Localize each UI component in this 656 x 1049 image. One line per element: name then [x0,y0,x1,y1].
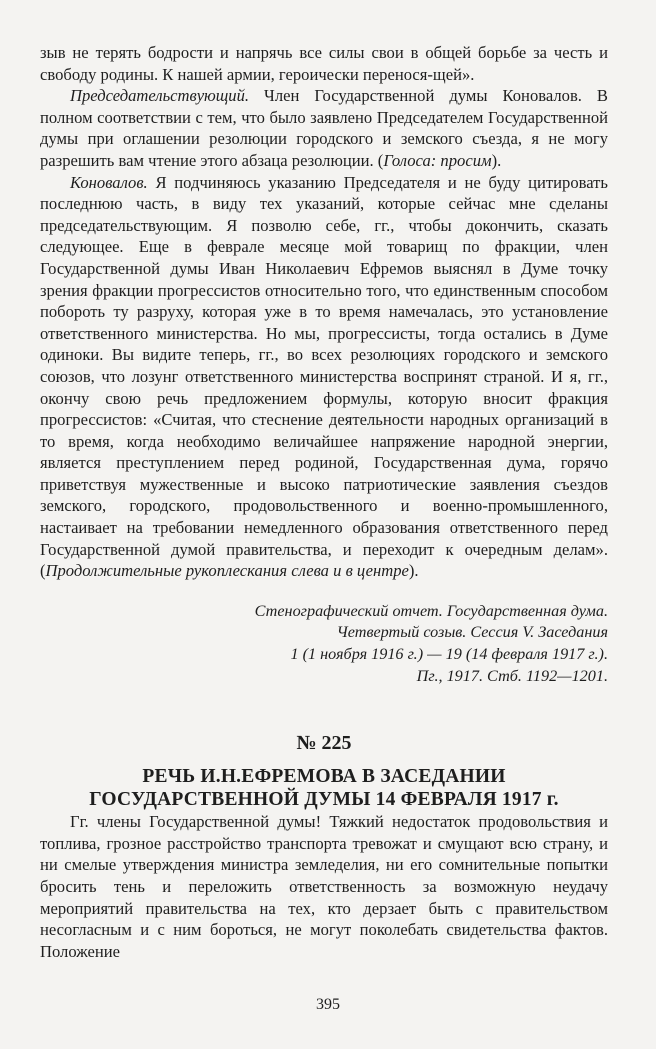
page-number: 395 [316,996,340,1013]
source-line: Четвертый созыв. Сессия V. Заседания [336,623,608,642]
document-title [40,765,608,811]
paragraph-text: зыв не терять бодрости и напрячь все силы свои в общей борьбе за честь и свободу родины. К нашей армии, героически перенося-щей». [40,43,608,84]
speaker-name: Коновалов. [70,172,148,192]
speaker-name: Председательствующий. [70,86,250,106]
paragraph-continued [40,42,608,85]
paragraph-konovalov [40,172,608,582]
paragraph-text-end: ). [491,150,502,170]
document-number: № 225 [296,732,352,755]
source-line: Стенографический отчет. Государственная дума. [254,601,608,620]
source-line: 1 (1 ноября 1916 г.) — 19 (14 февраля 1917 г.). [290,645,608,664]
remark-italic: Голоса: просим [383,150,492,170]
paragraph-text: Я подчиняюсь указанию Председателя и не буду цитировать последнюю часть, в виду тех указаний, которые сейчас мне сделаны председательствующим. Я позволю себе, гг., чтобы докончить, сказать следующее. Еще в феврале месяце мой товарищ по фракции, член Государственной думы Иван Николаевич Ефремов выяснял в Думе точку зрения фракции прогрессистов относительно того, что единственным способом побороть ту разруху, которая уже в то время намечалась, это установление ответственного министерства. Но мы, прогрессисты, тогда остались в Думе одиноки. Вы видите теперь, гг., во всех резолюциях городского и земского союзов, что лозунг ответственного министерства воспринят страной. И я, гг., окончу свою речь предложением формулы, которую вносит фракция прогрессистов: «Считая, что стеснение деятельности народных организаций в то время, когда необходимо величайшее напряжение народной энергии, является преступлением перед родиной, Государственная дума, горячо приветствуя мужественные и высоко патриотические заявления съездов земского, городского, продовольственного и военно-промышленного, настаивает на требовании немедленного образования ответственного перед Государственной думой правительства, и переходит к очередным делам». ( [40,172,608,581]
remark-italic: Продолжительные рукоплескания слева и в центре [45,561,409,581]
source-citation [40,601,608,687]
paragraph-text: Гг. члены Государственной думы! Тяжкий недостаток продовольствия и топлива, грозное расстройство транспорта тревожат и смущают всю страну, и ни смелые утверждения министра земледелия, ни его сомнительные попытки бросить тень и переложить ответственность за возможную неудачу мероприятий правительства на тех, кто дерзает быть с правительством несогласным и с ним бороться, не могут поколебать свидетельства фактов. Положение [40,812,608,961]
paragraph-text: Член Государственной думы Коновалов. В полном соответствии с тем, что было заявлено Председателем Государственной думы при оглашении резолюции городского и земского съезда, я не могу разрешить вам чтение этого абзаца резолюции. ( [40,86,608,170]
source-line: Пг., 1917. Стб. 1192—1201. [416,666,608,685]
paragraph-text-end: ). [408,561,419,581]
document-title-line: РЕЧЬ И.Н.ЕФРЕМОВА В ЗАСЕДАНИИ [142,766,506,788]
document-title-line: ГОСУДАРСТВЕННОЙ ДУМЫ 14 ФЕВРАЛЯ 1917 г. [89,789,559,811]
paragraph-chair [40,85,608,171]
paragraph-efremov [40,811,608,962]
page-text [40,42,608,962]
